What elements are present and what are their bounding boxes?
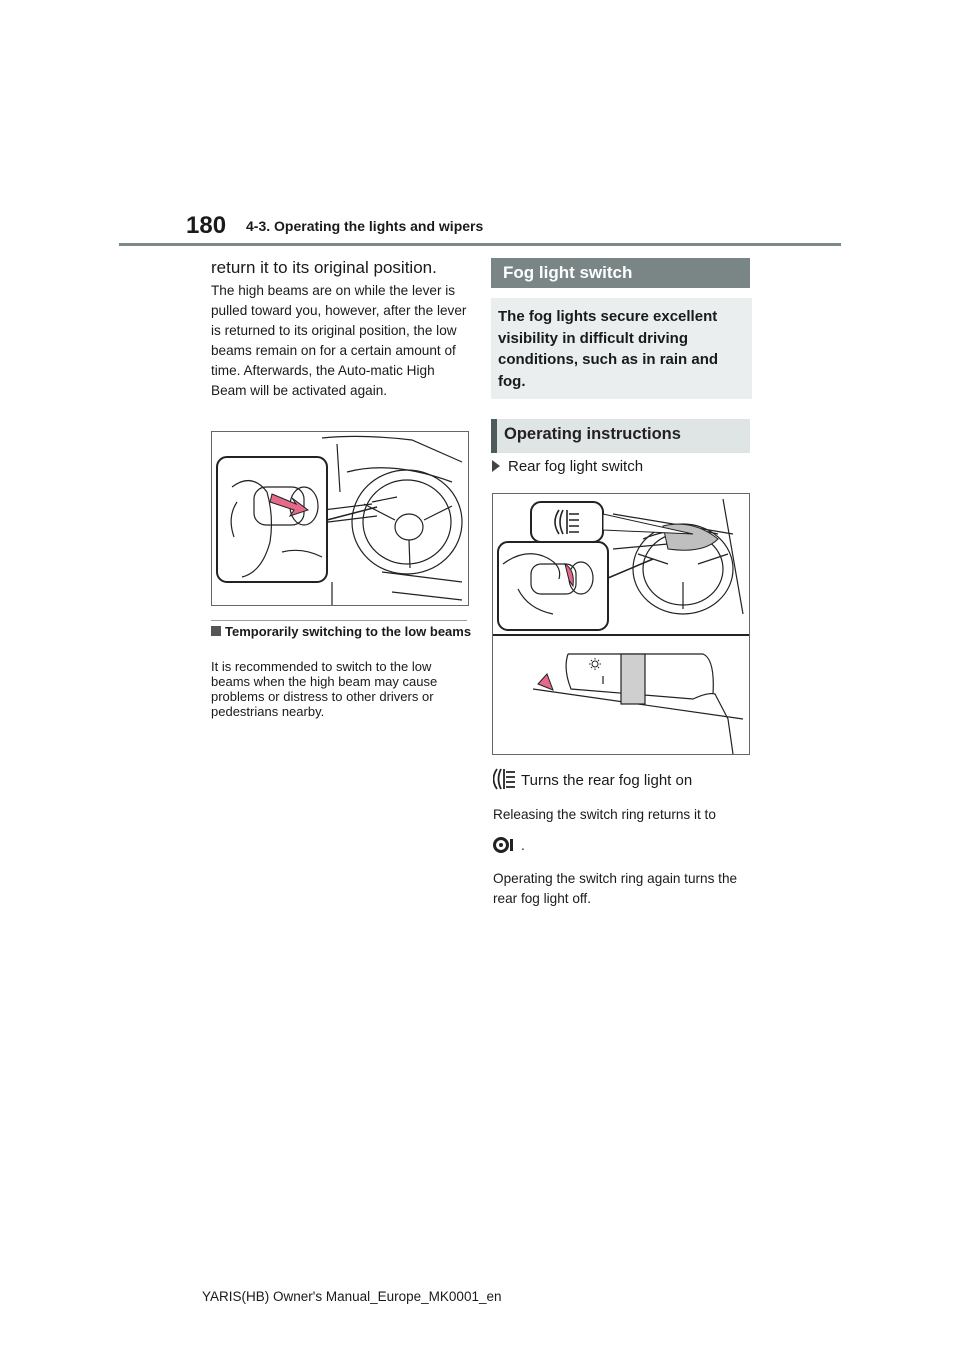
turns-on-text: Turns the rear fog light on xyxy=(521,772,693,789)
note-heading-text: Temporarily switching to the low beams xyxy=(225,624,472,639)
high-beam-paragraph: The high beams are on while the lever is pulled toward you, however, after the lever is returned to its original position, the low beams remain on for a certain amount of time. Afterwards, the Auto-matic High Beam will be activated again. xyxy=(211,283,467,398)
rear-fog-bullet xyxy=(492,458,643,475)
heading-accent-bar xyxy=(491,419,497,453)
rear-fog-bullet-text: Rear fog light switch xyxy=(508,458,644,475)
note-heading xyxy=(211,624,473,639)
lead-sentence: return it to its original position. xyxy=(211,258,437,277)
off-position-line xyxy=(493,836,525,854)
square-bullet-icon xyxy=(211,626,221,636)
turns-on-line xyxy=(493,768,692,790)
rear-fog-light-icon xyxy=(493,768,517,790)
fog-light-intro: The fog lights secure excellent visibility in difficult driving conditions, such as in rain and fog. xyxy=(491,298,752,399)
section-title: 4-3. Operating the lights and wipers xyxy=(246,218,484,234)
fog-light-switch-heading: Fog light switch xyxy=(491,258,750,288)
operating-instructions-heading xyxy=(491,419,750,453)
operating-instructions-label: Operating instructions xyxy=(504,425,681,443)
off-position-icon xyxy=(493,836,515,854)
note-body: It is recommended to switch to the low beams when the high beam may cause problems or distress to other drivers or pedestrians nearby. xyxy=(211,659,438,719)
triangle-bullet-icon xyxy=(492,460,500,472)
page-number: 180 xyxy=(186,212,227,239)
lever-pull-illustration xyxy=(211,431,469,606)
footer-manual-title: YARIS(HB) Owner's Manual_Europe_MK0001_en xyxy=(202,1289,502,1304)
header-rule xyxy=(119,243,841,246)
releasing-text: Releasing the switch ring returns it to xyxy=(493,807,716,822)
fog-switch-illustration xyxy=(492,493,750,755)
period-text: . xyxy=(521,838,525,853)
note-divider xyxy=(211,620,467,621)
operating-again-text: Operating the switch ring again turns the rear fog light off. xyxy=(493,871,738,906)
